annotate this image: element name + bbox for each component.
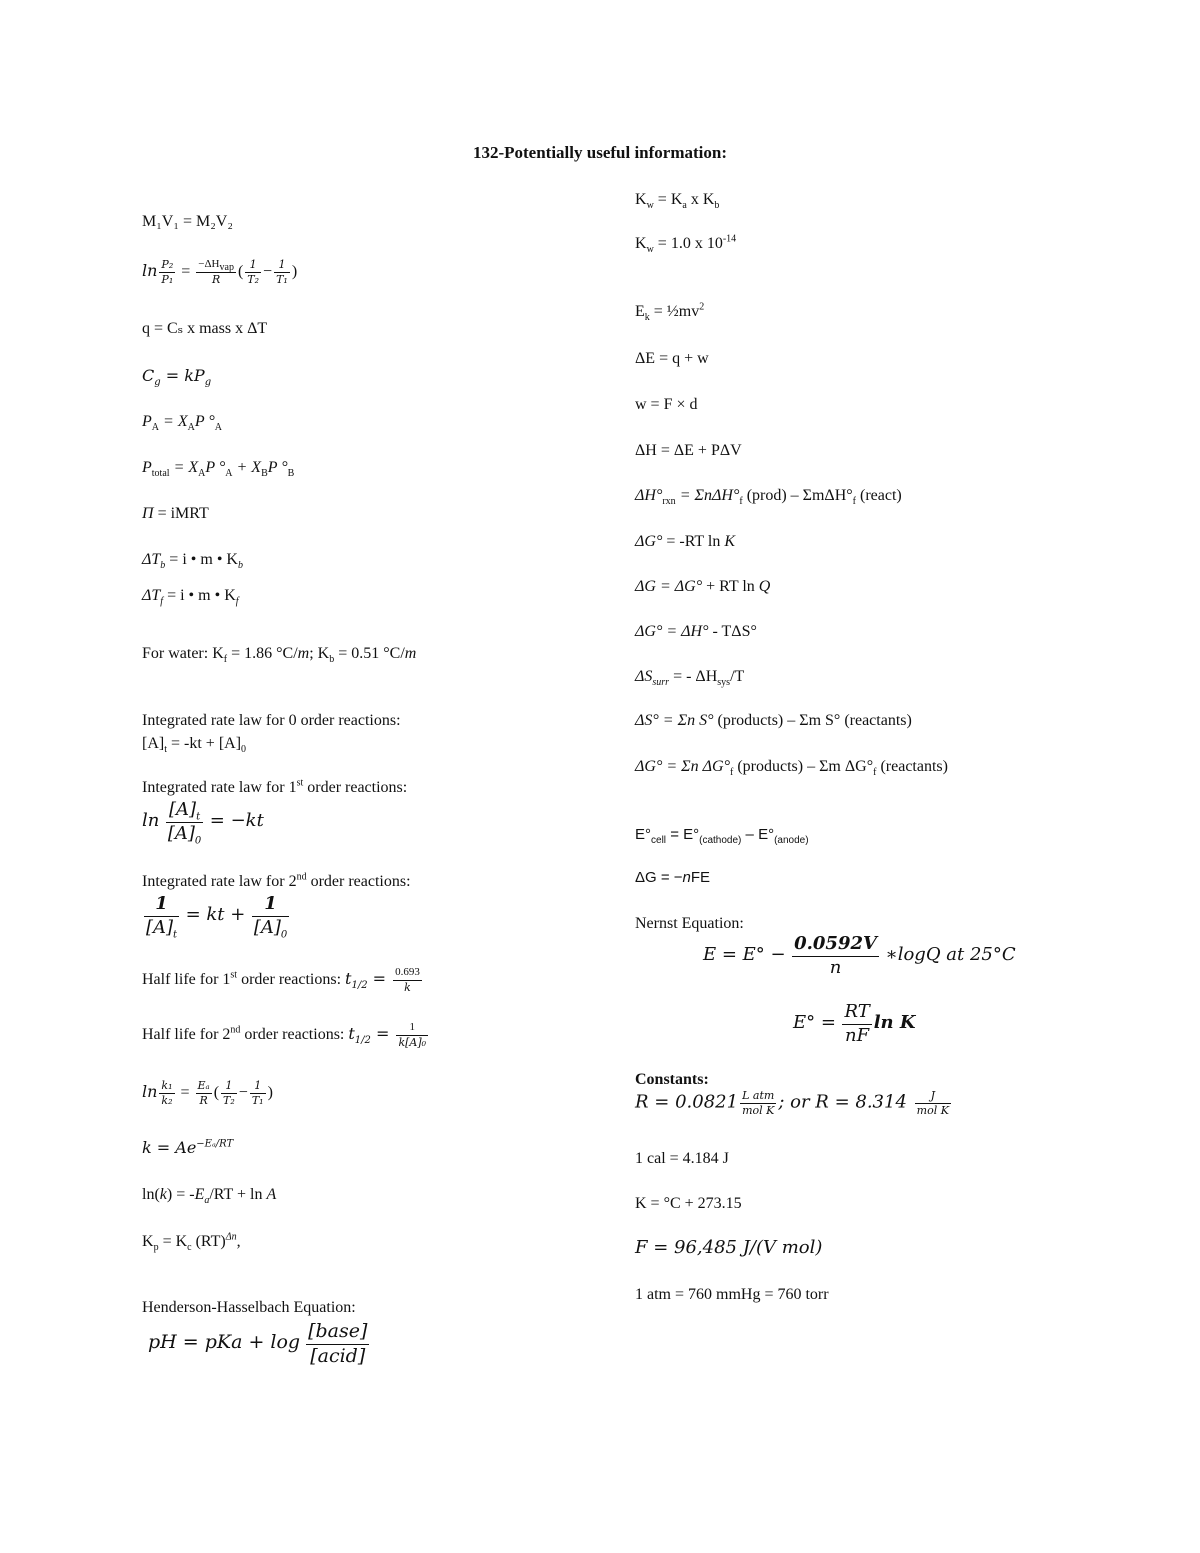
gibbs-enthalpy-entropy-equation: ΔG° = ΔH° - TΔS° [635,623,757,640]
zero-order-equation: $[A]_t = -kt + [A]_0$ [142,735,247,756]
clausius-clapeyron-equation: ln $\frac{\text{P₂}}{\text{P₁}}$ = $\frac{-\Delta H_{vap}}{R}$ ( $\frac{1}{\text{T₂}}$ − $\frac{1}{\text{T₁}}$ ) [142,258,298,286]
reaction-enthalpy-equation: $\Delta H^\circ_{rxn} = \Sigma n\Delta H^\circ_f$ (prod) – $\Sigma m\Delta H^\circ_f$ (react) [635,487,902,508]
kp-kc-relation: $K_p = K_c$ (RT)$^{\Delta n}$, [142,1231,241,1254]
atmosphere-conversion: 1 atm = 760 mmHg = 760 torr [635,1286,829,1303]
half-life-second-order: Half life for 2nd order reactions: $t_{1/2}$ = $\frac{1}{\text{k[A]₀}}$ [142,1021,427,1049]
entropy-surroundings-equation: $\Delta S_{surr}$ = - $\Delta H_{sys}/T$ [635,668,745,689]
second-order-equation: $\frac{1}{[A]_t}$ = kt + $\frac{1}{[A]_0}$ [146,893,288,941]
nernst-heading: Nernst Equation: [635,915,744,932]
kw-product-equation: $K_w = K_a$ x $K_b$ [635,191,720,212]
nernst-equation: E = E° − $\frac{0.0592V}{n}$ ∗logQ at 25°C [703,933,1016,978]
first-order-equation: ln $\frac{[A]_t}{[A]_0}$ = −kt [142,799,264,847]
standard-entropy-equation: ΔS° = Σn S° (products) – Σm S° (reactants) [635,712,912,729]
internal-energy-equation: ΔE = q + w [635,350,709,367]
gibbs-nfe-equation: ΔG = −nFE [635,869,711,886]
constants-heading: Constants: [635,1071,709,1088]
work-equation: w = F × d [635,396,698,413]
gibbs-standard-equation: ΔG° = -RT ln K [635,533,736,550]
freezing-point-depression-equation: $\Delta T_f = i$ • m • $K_f$ [142,587,239,608]
kelvin-conversion: K = °C + 273.15 [635,1195,742,1212]
enthalpy-equation: ΔH = ΔE + PΔV [635,442,742,459]
page-title: 132-Potentially useful information: [472,143,728,162]
henderson-hasselbach-equation: pH = pKa + log $\frac{\text{[base]}}{\text{[acid]}}$ [148,1320,368,1367]
cell-potential-equation: $E^\circ_{cell} = E^\circ_{(cathode)} - E^\circ_{(anode)}$ [635,826,809,846]
henry-law-equation: $C_g = kP_g$ [142,366,212,389]
arrhenius-log-equation: $\ln(k) = -E_a/RT + \ln A$ [142,1186,277,1207]
faraday-constant: F = 96,485 J/(V mol) [635,1237,823,1258]
kw-value: $K_w = 1.0$ x $10^{-14}$ [635,233,737,256]
arrhenius-equation: $k = Ae^{-E_a/RT}$ [142,1138,234,1157]
calorie-conversion: 1 cal = 4.184 J [635,1150,729,1167]
second-order-heading: Integrated rate law for 2nd order reactions: [142,871,411,890]
boiling-point-elevation-equation: $\Delta T_b = i$ • m • $K_b$ [142,551,243,572]
raoult-total-equation: $P_{total} = X_AP$ $^\circ_A + X_BP$ $^\circ_B$ [142,459,295,480]
first-order-heading: Integrated rate law for 1st order reactions: [142,777,408,796]
zero-order-heading: Integrated rate law for 0 order reactions: [142,712,401,729]
arrhenius-ratio-equation: ln $\frac{\text{k₁}}{\text{k₂}}$ = $\frac{\text{Eₐ}}{R}$ ( $\frac{1}{\text{T₂}}$ − $\frac{1}{\text{T₁}}$ ) [142,1079,273,1107]
half-life-first-order: Half life for 1st order reactions: $t_{1/2}$ = $\frac{0.693}{k}$ [142,966,420,994]
dilution-equation: M₁V₁ = M₂V₂ [142,213,233,230]
raoult-law-equation: $P_A = X_AP$ $^\circ_A$ [142,413,222,434]
gibbs-reaction-quotient-equation: ΔG = ΔG° + RT ln Q [635,578,771,595]
gas-constant-equation: R = 0.0821 $\frac{\text{L atm}}{\text{mol K}}$ ; or R = 8.314 $\frac{J}{\text{mol K}}$ [635,1089,949,1117]
henderson-hasselbach-heading: Henderson-Hasselbach Equation: [142,1299,356,1316]
water-constants: For water: $K_f = 1.86$ °C/m; $K_b = 0.51$ °C/m [142,645,417,666]
osmotic-pressure-equation: Π = iMRT [142,505,209,522]
gibbs-formation-equation: ΔG° = Σn $\Delta G^\circ_f$ (products) – Σm $\Delta G^\circ_f$ (reactants) [635,758,948,779]
kinetic-energy-equation: $E_k$ = $\frac{1}{2}mv^2$ [635,301,705,324]
specific-heat-equation: q = Cₛ x mass x ΔT [142,320,268,337]
standard-potential-equation: E° = $\frac{RT}{nF}$ ln K [793,1001,916,1046]
